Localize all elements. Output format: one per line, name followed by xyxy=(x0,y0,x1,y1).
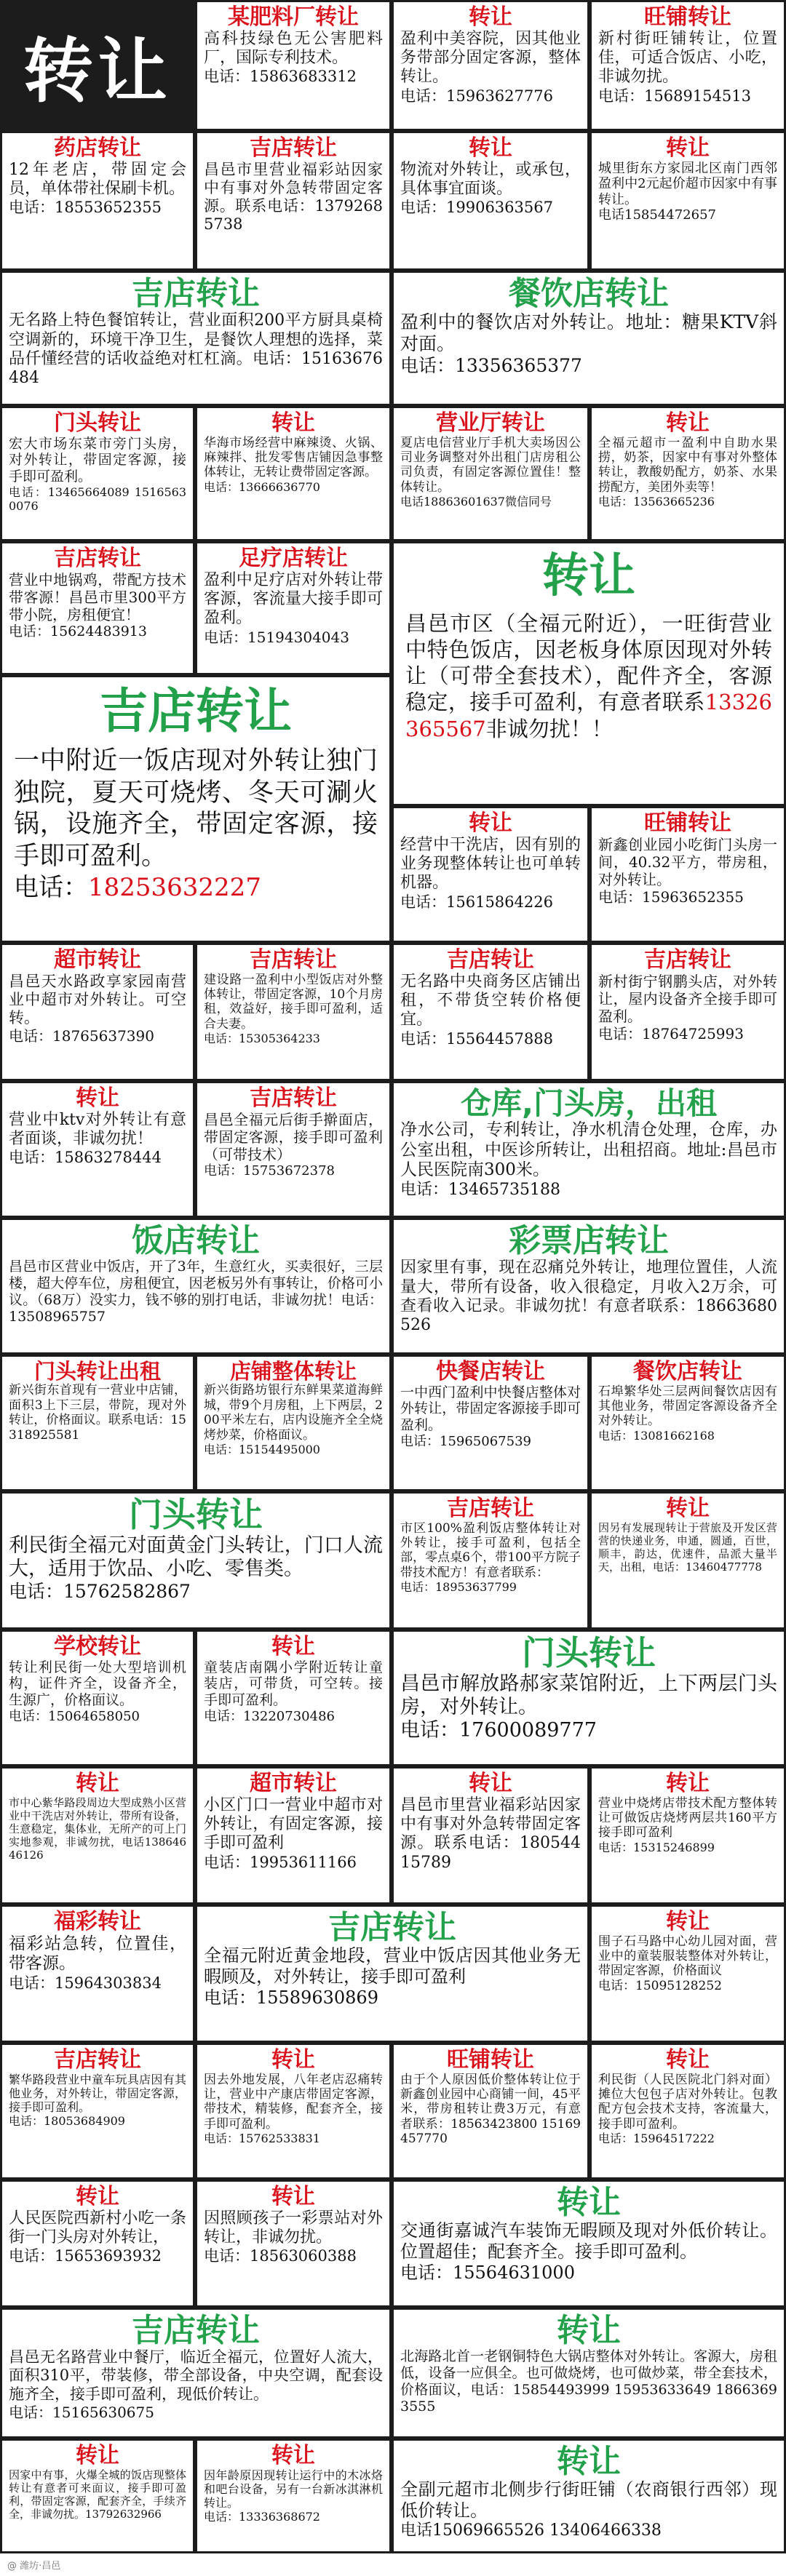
ad-contact: 电话18863601637微信同号 xyxy=(400,495,552,509)
ad-contact: 电话：15315246899 xyxy=(598,1840,715,1854)
ad-body: 盈利中足疗店对外转让带客源，客流量大接手即可盈利。 xyxy=(204,570,383,628)
ad-body: 物流对外转让，或承包，具体事宜面谈。 xyxy=(400,160,581,198)
ad-body: 人民医院西新村小吃一条街一门头房对外转让， xyxy=(9,2209,186,2246)
ad-body: 新村街旺铺转让，位置佳，可适合饭店、小吃，非诚勿扰。 xyxy=(598,29,777,87)
ad-jiefang-storefront[interactable] xyxy=(392,1630,786,1766)
ad-catering-ktv[interactable] xyxy=(392,271,786,406)
ad-restaurant-wuming[interactable] xyxy=(0,271,392,406)
ad-title: 转让 xyxy=(271,1635,315,1659)
ad-contact: 电话：18553652355 xyxy=(9,199,162,217)
ad-lottery-station[interactable] xyxy=(195,131,392,271)
ad-contact-label: 电话： xyxy=(14,872,88,902)
ad-contact-phone: 18253632227 xyxy=(88,872,261,902)
ad-noodle-shop[interactable] xyxy=(195,1081,392,1218)
ad-body: 因年龄原因现转让运行中的木冰烙和吧台设备，另有一台新冰淇淋机转让。 xyxy=(204,2468,383,2510)
ad-title: 旺铺转让 xyxy=(644,5,731,30)
ad-body: 市中心紫华路段周边大型成熟小区营业中干洗店对外转让，带所有设备，生意稳定，集体业，无所产的可上门实地参观，非诚勿扰，电话13864646126 xyxy=(9,1795,186,1862)
ad-body: 一中附近一饭店现对外转让独门独院，夏天可烧烤、冬天可涮火锅，设施齐全，带固定客源，接手即可盈利。 xyxy=(14,746,378,872)
ad-contact: 电话15854472657 xyxy=(598,207,716,223)
ad-contact: 电话15069665526 13406466338 xyxy=(400,2521,662,2540)
ad-body: 福彩站急转，位置佳，带客源。 xyxy=(9,1934,186,1974)
ad-title: 转让 xyxy=(557,2444,621,2480)
ad-contact: 电话：18953637799 xyxy=(400,1580,517,1595)
ad-contact: 电话：13666636770 xyxy=(204,479,320,494)
ad-title: 转让 xyxy=(469,811,512,836)
ad-contact: 电话：15863683312 xyxy=(204,68,357,86)
ad-body: 新村街宁钢鹏头店，对外转让，屋内设备齐全接手即可盈利。 xyxy=(598,972,777,1025)
ad-contact: 电话：18764725993 xyxy=(598,1024,744,1042)
ad-title: 吉店转让 xyxy=(132,276,260,312)
ad-shibu-catering[interactable] xyxy=(590,1355,786,1491)
ad-contact: 电话：18053684909 xyxy=(9,2114,125,2129)
ad-body: 营业中ktv对外转让有意者面谈，非诚勿扰！ xyxy=(9,1110,186,1148)
ad-title: 福彩转让 xyxy=(54,1910,141,1934)
ad-title: 转让 xyxy=(469,1771,512,1796)
ad-yizhong-restaurant[interactable] xyxy=(0,675,392,943)
ad-bbq-shop[interactable] xyxy=(590,1766,786,1905)
ad-body: 昌邑无名路营业中餐厅，临近全福元，位置好人流大，面积310平，带装修，带全部设备，中央空调，配套设施齐全，接手即可盈利，现低价转让。 xyxy=(9,2348,383,2403)
ad-body: 昌邑市区营业中饭店，开了3年，生意红火，买卖很好，三层楼，超大停车位，房租便宜，因老板另外有事转让，价格可小议。（68万）没实力，钱不够的别打电话，非诚勿扰！电话：13508965757 xyxy=(9,1259,383,1325)
ad-contact: 电话：15165630675 xyxy=(9,2403,154,2421)
ad-body: 夏店电信营业厅手机大卖场因公司业务调整对外出租门店房租公司负责，有固定客源位置佳！整体转让。 xyxy=(400,435,581,495)
ad-contact: 电话：15154495000 xyxy=(204,1443,320,1457)
ad-contact: 电话：13356365377 xyxy=(400,355,582,377)
ad-title: 门头转让 xyxy=(54,411,141,436)
ad-body: 童装店南隅小学附近转让童装店，可带货，可空转。接手即可盈利。 xyxy=(204,1659,383,1709)
ad-xincun-shop[interactable] xyxy=(590,0,786,131)
ad-contact: 电话：18765637390 xyxy=(9,1027,154,1045)
ad-body: 建设路一盈利中小型饭店对外整体转让，带固定客源，10个月房租，效益好，接手即可盈利，适合夫妻。 xyxy=(204,972,383,1032)
ad-small-restaurant[interactable] xyxy=(195,943,392,1081)
ad-title: 转让 xyxy=(666,1771,710,1796)
ad-body: 由于个人原因低价整体转让位于新鑫创业园中心商铺一间，45平米，带房租转让费3万元，有意者联系：18563423800 15169457770 xyxy=(400,2072,581,2147)
ad-dry-cleaner[interactable] xyxy=(392,806,590,943)
ad-title: 吉店转让 xyxy=(132,2313,260,2349)
ad-body: 宏大市场东菜市旁门头房，对外转让，带固定客源，接手即可盈利。 xyxy=(9,435,186,485)
ad-title: 门头转让 xyxy=(522,1635,656,1672)
ad-title: 吉店转让 xyxy=(54,546,141,571)
ad-supermarket-tianshui[interactable] xyxy=(0,943,195,1081)
ad-courier-business[interactable] xyxy=(590,1491,786,1630)
ad-title: 转让 xyxy=(557,2185,621,2221)
ad-title: 转让 xyxy=(271,2185,315,2209)
ad-school[interactable] xyxy=(0,1630,195,1766)
ad-contact: 电话：13465735188 xyxy=(400,1180,560,1199)
ad-title: 转让 xyxy=(76,2444,119,2468)
ad-title: 门头转让出租 xyxy=(33,1360,161,1384)
ad-popular-restaurant[interactable] xyxy=(0,2439,195,2553)
ad-title: 转让 xyxy=(76,1771,119,1796)
ad-title: 转让 xyxy=(666,2048,710,2073)
ad-title: 药店转让 xyxy=(54,136,141,161)
ad-body: 无名路中央商务区店铺出租，不带货空转价格便宜。 xyxy=(400,972,581,1029)
ad-golden-restaurant[interactable] xyxy=(195,1905,590,2043)
ad-contact: 电话：15963627776 xyxy=(400,87,553,105)
ad-body: 城里街东方家园北区南门西邻盈利中2元起价超市因家中有事转让。 xyxy=(598,160,777,207)
footer-watermark: @ 潍坊·昌邑 xyxy=(7,2561,61,2572)
ad-lottery-shop[interactable] xyxy=(392,1218,786,1355)
ad-kids-apparel[interactable] xyxy=(590,1905,786,2043)
ad-contact: 电话：13081662168 xyxy=(598,1428,715,1443)
ad-body: 因家中有事，火爆全城的饭店现整体转让有意者可来面议，接手即可盈利，带固定客源，配套齐全，手续齐全，非诚勿扰。13792632966 xyxy=(9,2468,186,2521)
ad-xinxin-shop-cheap[interactable] xyxy=(392,2043,590,2180)
ad-contact: 电话：15305364233 xyxy=(204,1032,320,1046)
ad-body: 高科技绿色无公害肥料厂，国际专利技术。 xyxy=(204,29,383,67)
ad-kids-clothing[interactable] xyxy=(195,1630,392,1766)
ad-title: 吉店转让 xyxy=(447,1496,534,1521)
masthead-title: 转让 xyxy=(0,0,195,131)
ad-body: 一中西门盈利中快餐店整体对外转让，带固定客源接手即可盈利。 xyxy=(400,1384,581,1434)
ad-body: 昌邑市里营业福彩站因家中有事对外急转带固定客源。联系电话：13792685738 xyxy=(204,160,383,234)
ad-title: 转让 xyxy=(666,136,710,161)
ad-title: 超市转让 xyxy=(54,948,141,973)
ad-contact: 电话：13220730486 xyxy=(204,1708,335,1724)
ad-title: 彩票店转让 xyxy=(509,1223,669,1259)
ad-contact: 电话：15194304043 xyxy=(204,628,349,646)
ad-cbd-shop[interactable] xyxy=(392,943,590,1081)
ad-body: 营业中烧烤店带技术配方整体转让可做饭店烧烤两层共160平方接手即可盈利 xyxy=(598,1795,777,1841)
ad-title: 快餐店转让 xyxy=(436,1360,545,1384)
ad-contact: 电话：15064658050 xyxy=(9,1708,140,1724)
ad-body: 净水公司，专利转让，净水机清仓处理，仓库，办公室出租，中医诊所转让，出租招商。地址:昌邑市人民医院南300米。 xyxy=(400,1120,777,1180)
ad-body: 新兴街路坊银行东鲜果菜道海鲜城，带9个月房租，上下两层，200平米左右，店内设施齐全全烧烤炒菜，价格面议。 xyxy=(204,1383,383,1443)
ad-body: 盈利中美容院，因其他业务带部分固定客源，整体转让。 xyxy=(400,29,581,87)
ad-title: 饭店转让 xyxy=(132,1223,260,1259)
ad-toy-shop[interactable] xyxy=(0,2043,195,2180)
ad-limin-storefront[interactable] xyxy=(0,1491,392,1630)
ad-welfare-lottery[interactable] xyxy=(392,1766,590,1905)
ad-body: 营业中地锅鸡，带配方技术带客源！昌邑市里300平方带小院，房租便宜！ xyxy=(9,570,186,623)
ad-title: 学校转让 xyxy=(54,1635,141,1659)
ad-body: 围子石马路中心幼儿园对面，营业中的童装服装整体对外转让，带固定客源，价格面议 xyxy=(598,1934,777,1979)
ad-body: 北海路北首一老钢铜特色大锅店整体对外转让。客源大，房租低，设备一应俱全。也可做烧烤，也可做炒菜，带全套技术，价格面议，电话：15854493999 15953633649 18663693555 xyxy=(400,2348,777,2414)
ad-body: 昌邑市区（全福元附近），一旺街营业中特色饭店，因老板身体原因现对外转让（可带全套技术），配件齐全，客源稳定，接手可盈利，有意者联系 xyxy=(405,610,772,715)
ad-lottery-childcare[interactable] xyxy=(195,2180,392,2308)
ad-title: 转让 xyxy=(469,5,512,30)
ad-pharmacy[interactable] xyxy=(0,131,195,271)
ad-contact: 电话：15965067539 xyxy=(400,1433,531,1449)
ad-title: 转让 xyxy=(666,1496,710,1521)
ad-title: 转让 xyxy=(271,2048,315,2073)
ad-body: 昌邑全福元后街手擀面店，带固定客源，接手即可盈利（可带技术） xyxy=(204,1110,383,1163)
ad-body: 华海市场经营中麻辣烫、火锅、麻辣拌、批发零售店铺因急事整体转让，无转让费带固定客源。 xyxy=(204,435,383,480)
ad-contact: 电话：15653693932 xyxy=(9,2247,162,2265)
ad-pot-chicken[interactable] xyxy=(0,541,195,675)
ad-contact: 电话：15963652355 xyxy=(598,888,744,906)
ad-supermarket-2yuan[interactable] xyxy=(590,131,786,271)
ad-contact: 电话：13336368672 xyxy=(204,2510,320,2524)
ad-beihai-hotpot[interactable] xyxy=(392,2308,786,2439)
ad-title: 转让 xyxy=(76,1086,119,1111)
ad-pedestrian-street-shop[interactable] xyxy=(392,2439,786,2553)
ad-title: 营业厅转让 xyxy=(436,411,545,436)
ad-body: 新兴街东首现有一营业中店铺，面积3上下三层，带院，现对外转让，价格面议。联系电话：15318925581 xyxy=(9,1383,186,1443)
ad-body: 小区门口一营业中超市对外转让，有固定客源，接手即可盈利 xyxy=(204,1795,383,1853)
ad-body: 石埠繁华处三层两间餐饮店因有其他业务，带固定客源设备齐全对外转让。 xyxy=(598,1384,777,1429)
ad-contact: 电话：15615864226 xyxy=(400,893,553,911)
ad-body: 全福元超市一盈利中自助水果捞，奶茶，因家中有事对外整体转让，教酸奶配方，奶茶、水果捞配方，美团外卖等！ xyxy=(598,435,777,495)
ad-body: 盈利中的餐饮店对外转让。地址：糖果KTV斜对面。 xyxy=(400,311,777,355)
ad-contact: 电话：15964303834 xyxy=(9,1974,162,1992)
ad-contact: 电话：19906363567 xyxy=(400,199,553,217)
ad-foot-spa[interactable] xyxy=(195,541,392,675)
ad-title: 吉店转让 xyxy=(54,2048,141,2073)
ad-body: 因照顾孩子一彩票站对外转让，非诚勿扰。 xyxy=(204,2209,383,2246)
ad-body: 交通街嘉诚汽车装饰无暇顾及现对外低价转让。位置超佳；配套齐全。接手即可盈利。 xyxy=(400,2220,777,2262)
ad-title: 转让 xyxy=(271,411,315,436)
ad-title: 转让 xyxy=(542,551,635,603)
ad-whole-shop[interactable] xyxy=(195,1355,392,1491)
ad-title: 仓库,门头房，出租 xyxy=(461,1086,717,1121)
ad-xincun-store[interactable] xyxy=(590,943,786,1081)
ad-body: 昌邑市解放路郝家菜馆附近，上下两层门头房，对外转让。 xyxy=(400,1672,777,1718)
ad-title: 吉店转让 xyxy=(447,948,534,973)
ad-contact: 电话：15589630869 xyxy=(204,1987,378,2008)
ad-body: 因家里有事，现在忍痛兑外转让，地理位置佳，人流量大，带所有设备，收入很稳定，月收入2万余，可查看收入记录。非诚勿扰！有意者联系：18663680526 xyxy=(400,1259,777,1335)
ad-body: 利民街（人民医院北门斜对面）摊位大包包子店对外转让。包教配方包会技术支持，客流量大，接手即可盈利。 xyxy=(598,2072,777,2132)
ad-title: 旺铺转让 xyxy=(644,811,731,836)
ad-title: 餐饮店转让 xyxy=(633,1360,742,1384)
ad-title: 旺铺转让 xyxy=(447,2048,534,2073)
ad-contact: 电话：15753672378 xyxy=(204,1163,335,1179)
ad-beauty-salon[interactable] xyxy=(392,0,590,131)
ad-title: 转让 xyxy=(76,2185,119,2209)
ad-contact: 电话：18563060388 xyxy=(204,2247,357,2265)
ad-ktv[interactable] xyxy=(0,1081,195,1218)
ad-contact: 电话：15095128252 xyxy=(598,1978,722,1993)
ad-body: 经营中干洗店，因有别的业务现整体转让也可单转机器。 xyxy=(400,835,581,893)
ad-restaurant-3floors[interactable] xyxy=(0,1218,392,1355)
ad-xinxin-storefront[interactable] xyxy=(590,806,786,943)
ad-title: 转让 xyxy=(271,2444,315,2468)
ad-title: 门头转让 xyxy=(129,1496,263,1534)
ad-contact: 电话：13465664089 15165630076 xyxy=(9,485,186,514)
ad-title: 某肥料厂转让 xyxy=(228,5,359,30)
ad-storefront-lease[interactable] xyxy=(0,1355,195,1491)
ad-body: 因去外地发展，八年老店忍痛转让，营业中产康店带固定客源，带技术，精装修，配套齐全，接手即可盈利。 xyxy=(204,2072,383,2132)
ad-title: 足疗店转让 xyxy=(239,546,348,571)
ad-contact: 电话：15964517222 xyxy=(598,2132,715,2146)
ad-city-restaurant[interactable] xyxy=(392,1491,590,1630)
ad-snack-street[interactable] xyxy=(0,2180,195,2308)
ad-contact: 电话：17600089777 xyxy=(400,1719,597,1742)
ad-lottery-urgent[interactable] xyxy=(0,1905,195,2043)
ad-fruit-bar[interactable] xyxy=(590,406,786,541)
ad-title: 转让 xyxy=(557,2313,621,2349)
ad-title: 吉店转让 xyxy=(100,685,292,738)
ad-storefront-hongda[interactable] xyxy=(0,406,195,541)
ad-telecom-hall[interactable] xyxy=(392,406,590,541)
ad-title: 吉店转让 xyxy=(328,1910,456,1946)
ad-featured-restaurant[interactable] xyxy=(392,541,786,806)
ad-bun-shop[interactable] xyxy=(590,2043,786,2180)
ad-title: 吉店转让 xyxy=(250,136,337,161)
ad-contact: 电话：19953611166 xyxy=(204,1853,357,1871)
ad-contact: 电话：15564631000 xyxy=(400,2262,575,2283)
ad-contact: 电话：15624483913 xyxy=(9,623,147,639)
ad-title: 转让 xyxy=(469,136,512,161)
ad-logistics[interactable] xyxy=(392,131,590,271)
ad-contact: 电话：15863278444 xyxy=(9,1149,162,1167)
ad-tail: 非诚勿扰！！ xyxy=(485,716,613,741)
ad-body: 无名路上特色餐馆转让，营业面积200平方厨具桌椅空调新的，环境干净卫生，是餐饮人理想的选择，菜品仟懂经营的话收益绝对杠杠滴。电话：15163676484 xyxy=(9,311,383,388)
ad-body: 繁华路段营业中童车玩具店因有其他业务，对外转让，带固定客源，接手即可盈利。 xyxy=(9,2072,186,2114)
ad-fertilizer-plant[interactable] xyxy=(195,0,392,131)
ad-body: 转让利民街一处大型培训机构，证件齐全，设备齐全，生源广，价格面议。 xyxy=(9,1659,186,1709)
ad-title: 超市转让 xyxy=(250,1771,337,1796)
ad-body: 昌邑市里营业福彩站因家中有事对外急转带固定客源。联系电话：18054415789 xyxy=(400,1795,581,1872)
ad-body: 新鑫创业园小吃街门头房一间，40.32平方，带房租，对外转让。 xyxy=(598,835,777,888)
ad-body: 12年老店，带固定会员，单体带社保刷卡机。 xyxy=(9,160,186,198)
ad-body: 全副元超市北侧步行街旺铺（农商银行西邻）现低价转让。 xyxy=(400,2479,777,2521)
ad-title: 吉店转让 xyxy=(644,948,731,973)
ad-phone: 13326365567 xyxy=(405,690,772,741)
ad-ice-cream-equipment[interactable] xyxy=(195,2439,392,2553)
ad-body: 昌邑天水路政享家园南营业中超市对外转让。可空转。 xyxy=(9,972,186,1026)
ad-title: 吉店转让 xyxy=(250,948,337,973)
ad-title: 店铺整体转让 xyxy=(229,1360,357,1384)
ad-postpartum-center[interactable] xyxy=(195,2043,392,2180)
ad-huahai-market[interactable] xyxy=(195,406,392,541)
ad-warehouse-rent[interactable] xyxy=(392,1081,786,1218)
ad-title: 吉店转让 xyxy=(250,1086,337,1111)
ad-fast-food[interactable] xyxy=(392,1355,590,1491)
ad-car-decor[interactable] xyxy=(392,2180,786,2308)
ad-title: 餐饮店转让 xyxy=(509,276,669,312)
ad-title: 转让 xyxy=(666,411,710,436)
ad-body: 全福元附近黄金地段，营业中饭店因其他业务无暇顾及，对外转让，接手即可盈利 xyxy=(204,1945,581,1987)
ad-laundry[interactable] xyxy=(0,1766,195,1905)
ad-body: 因另有发展现转让于营旅及开发区营营的快递业务，申通，圆通，百世，顺丰，韵达，优速件，品派大量半天，出租，电话：13460477778 xyxy=(598,1520,777,1574)
ad-body: 利民街全福元对面黄金门头转让，门口人流大，适用于饮品、小吃、零售类。 xyxy=(9,1534,383,1580)
ad-wuming-restaurant-large[interactable] xyxy=(0,2308,392,2439)
ad-contact: 电话：15762533831 xyxy=(204,2132,320,2146)
ad-contact: 电话：15762582867 xyxy=(9,1581,191,1603)
ad-contact: 电话：15564457888 xyxy=(400,1029,553,1048)
ad-contact: 电话：15689154513 xyxy=(598,87,751,105)
ad-community-supermarket[interactable] xyxy=(195,1766,392,1905)
ad-body: 市区100%盈利饭店整体转让对外转让，接手可盈利，包括全部，零点桌6个，带100平方院子带技术配方！有意者联系： xyxy=(400,1520,581,1580)
ad-contact: 电话：13563665236 xyxy=(598,495,715,509)
ad-title: 转让 xyxy=(666,1910,710,1934)
